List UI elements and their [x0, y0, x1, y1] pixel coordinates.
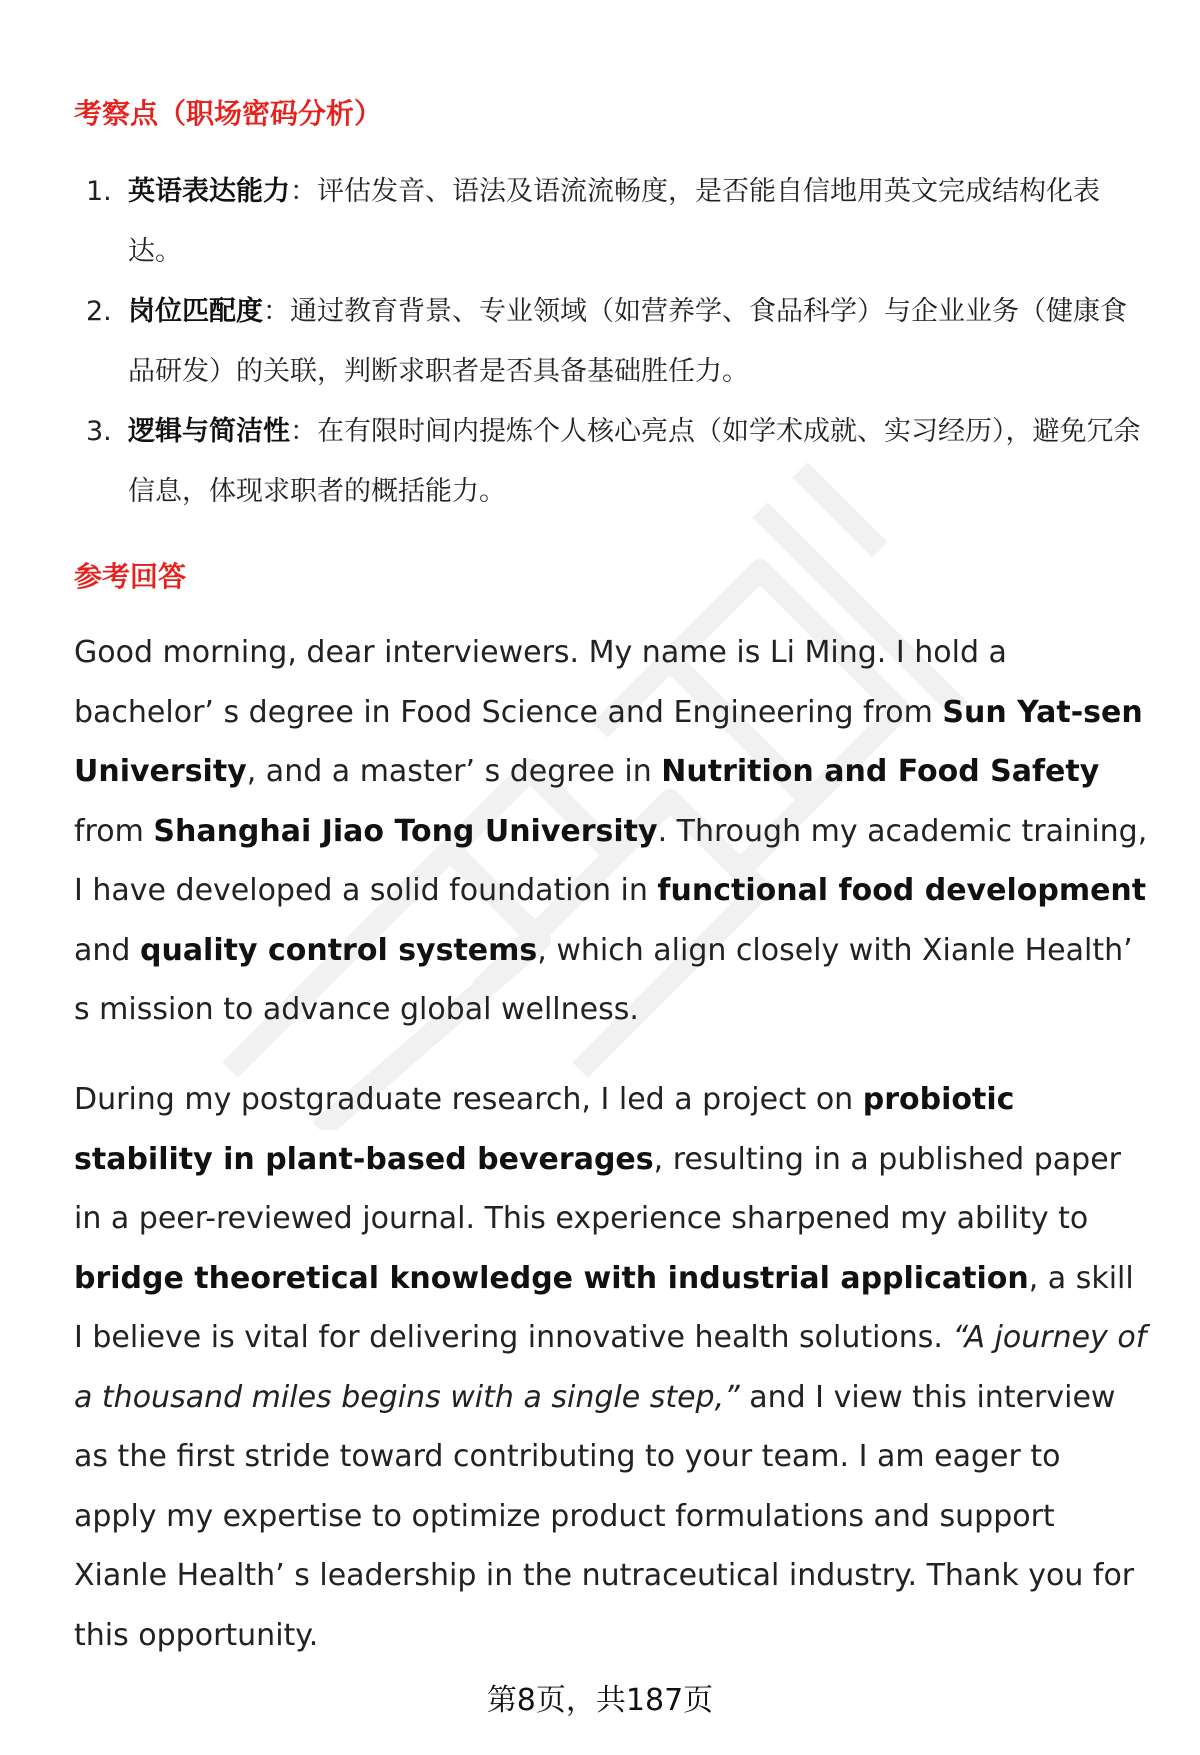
list-item-number: 1. — [86, 176, 112, 207]
list-item-number: 2. — [86, 296, 112, 327]
criterion-term: 岗位匹配度 — [128, 296, 263, 327]
emphasis-text: probiotic stability in plant-based beverages — [74, 1082, 1015, 1177]
list-item — [74, 282, 1144, 402]
criterion-text: ：通过教育背景、专业领域（如营养学、食品科学）与企业业务（健康食品研发）的关联，判断求职者是否具备基础胜任力。 — [128, 296, 1127, 387]
emphasis-text: Sun Yat-sen University — [74, 694, 1143, 789]
paragraph-text: , and a master’ s degree in — [246, 754, 662, 789]
list-item-number: 3. — [86, 416, 112, 447]
emphasis-text: Nutrition and Food Safety — [661, 754, 1100, 789]
paragraph-text: and — [74, 932, 140, 968]
answer-paragraph-2 — [74, 1070, 1149, 1665]
section-heading-answer: 参考回答 — [74, 560, 187, 593]
paragraph-text: , resulting in a published paper in a peer-reviewed journal. This experience sharpened my ability to — [74, 1141, 1122, 1236]
paragraph-text: . Through my academic training, I have developed a solid foundation in — [74, 813, 1148, 908]
section-heading-criteria: 考察点（职场密码分析） — [74, 97, 383, 130]
emphasis-text: Shanghai Jiao Tong University — [153, 813, 658, 849]
answer-paragraph-1 — [74, 623, 1149, 1040]
emphasis-text: quality control systems — [139, 932, 538, 968]
quote-text: “A journey of a thousand miles begins with a single step,” — [74, 1320, 1147, 1415]
paragraph-text: Good morning, dear interviewers. My name is Li Ming. I hold a bachelor’ s degree in Food Science and Engineering from — [74, 635, 1007, 730]
criterion-term: 英语表达能力 — [128, 176, 290, 207]
criterion-term: 逻辑与简洁性 — [128, 416, 290, 447]
emphasis-text: bridge theoretical knowledge with industrial application — [74, 1260, 1029, 1296]
criterion-text: ：评估发音、语法及语流流畅度，是否能自信地用英文完成结构化表达。 — [128, 176, 1100, 267]
emphasis-text: functional food development — [657, 873, 1147, 908]
page-number: 第8页，共187页 — [486, 1683, 714, 1718]
criteria-list — [74, 162, 1144, 522]
list-item — [74, 402, 1144, 522]
paragraph-text: from — [74, 813, 154, 849]
list-item — [74, 162, 1144, 282]
paragraph-text: During my postgraduate research, I led a project on — [74, 1082, 863, 1117]
paragraph-text: , which align closely with Xianle Health’ s mission to advance global wellness. — [74, 932, 1133, 1027]
criterion-text: ：在有限时间内提炼个人核心亮点（如学术成就、实习经历），避免冗余信息，体现求职者的概括能力。 — [128, 416, 1141, 507]
paragraph-text: and I view this interview as the first stride toward contributing to your team. I am eager to apply my expertise to optimize product formulations and support Xianle Health’ s leadership in the nutraceutical industry. Thank you for this opportunity. — [74, 1379, 1135, 1653]
paragraph-text: , a skill I believe is vital for delivering innovative health solutions. — [74, 1260, 1134, 1355]
